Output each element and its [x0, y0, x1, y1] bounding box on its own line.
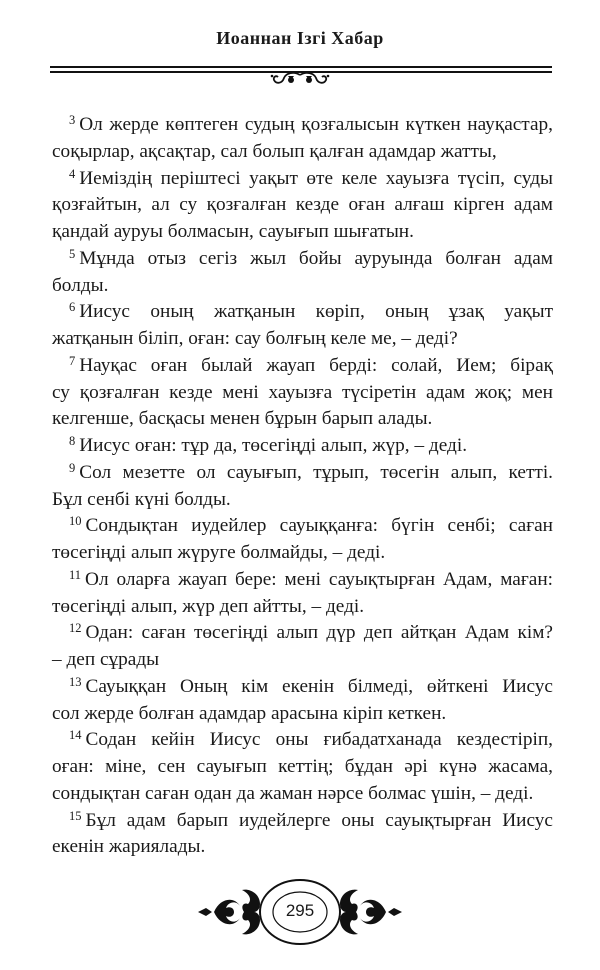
verse — [52, 112, 553, 166]
verse-text: соқырлар, ақсақтар, сал болып қалған адамдар жатты, — [52, 140, 497, 162]
verse-number: 8 — [69, 434, 76, 448]
verse — [52, 620, 553, 674]
verse-text: Науқас оған былай жауап берді: солай, Ием; бірақ — [79, 354, 553, 376]
verse-line — [52, 620, 553, 647]
verse-line — [52, 754, 553, 781]
verse-number: 12 — [69, 621, 82, 636]
verse-text: Сауыққан Оның кім екенін білмеді, өйткені Иисус — [85, 675, 553, 697]
verse-text: Иисус оның жатқанын көріп, оның ұзақ уақыт — [79, 301, 553, 323]
verse — [52, 433, 553, 460]
verse — [52, 166, 553, 246]
page-number: 295 — [285, 901, 315, 920]
verse-line — [52, 513, 553, 540]
verse-text: Одан: саған төсегіңді алып дүр деп айтқан Адам кім? — [85, 622, 553, 644]
verse-number: 13 — [69, 674, 82, 689]
verse-text: су қозғалған кезде мені хауызға түсіретін адам жоқ; мен — [52, 381, 553, 403]
verse-text: төсегіңді алып жүруге болмайды, – деді. — [52, 542, 386, 563]
verse-number: 9 — [69, 460, 76, 475]
verse-number: 14 — [69, 728, 82, 743]
verse-line — [52, 433, 553, 460]
verse-number: 4 — [69, 166, 76, 181]
verse-number: 6 — [69, 300, 76, 315]
verse-line — [52, 112, 553, 139]
header-ornament-icon — [268, 72, 332, 86]
verse-line — [52, 166, 553, 193]
verse-text: екенін жариялады. — [52, 836, 206, 858]
verse-line — [52, 460, 553, 487]
verse-line — [52, 380, 553, 407]
verse-line — [52, 299, 553, 326]
verse-number: 5 — [69, 246, 76, 261]
verse-line — [52, 540, 553, 567]
verse-line — [52, 273, 553, 300]
chapter-text — [52, 112, 553, 861]
verse-number: 10 — [69, 514, 82, 529]
verse-line — [52, 674, 553, 701]
verse-text: Иеміздің періштесі уақыт өте келе хауызға түсіп, суды — [79, 167, 553, 189]
verse-line — [52, 727, 553, 754]
verse-line — [52, 647, 553, 674]
verse-text: Бұл адам барып иудейлерге оны сауықтырған Иисус — [85, 809, 553, 831]
verse — [52, 299, 553, 353]
verse-text: Иисус оған: тұр да, төсегіңді алып, жүр, – деді. — [79, 435, 468, 456]
verse-text: Сондықтан иудейлер сауыққанға: бүгін сенбі; саған — [85, 515, 553, 537]
verse-number: 11 — [69, 567, 82, 582]
verse-line — [52, 594, 553, 621]
verse-text: Ол жерде көптеген судың қозғалысын күткен науқастар, — [79, 114, 553, 135]
verse-text: Мұнда отыз сегіз жыл бойы ауруында болған адам — [79, 247, 553, 269]
verse-line — [52, 808, 553, 835]
verse-text: оған: міне, сен сауығып кеттің; бұдан әрі күнә жасама, — [52, 756, 553, 777]
verse — [52, 674, 553, 728]
verse-text: Содан кейін Иисус оны ғибадатханада кездестіріп, — [85, 729, 553, 751]
verse-text: – деп сұрады — [52, 649, 160, 670]
verse — [52, 246, 553, 300]
verse-text: сол жерде болған адамдар арасына кіріп кеткен. — [52, 702, 447, 724]
verse-text: сондықтан саған одан да жаман нәрсе болмас үшін, – деді. — [52, 782, 534, 804]
running-header-title: Иоаннан Ізгі Хабар — [216, 28, 384, 48]
verse-line — [52, 139, 553, 166]
verse — [52, 460, 553, 514]
verse-line — [52, 192, 553, 219]
verse — [52, 808, 553, 862]
verse-text: Сол мезетте ол сауығып, тұрып, төсегін алып, кетті. — [79, 461, 553, 483]
verse-number: 15 — [69, 808, 82, 823]
header-rule-thick — [50, 66, 552, 68]
verse-line — [52, 781, 553, 808]
verse-line — [52, 487, 553, 514]
verse-line — [52, 567, 553, 594]
verse — [52, 727, 553, 807]
verse-line — [52, 353, 553, 380]
verse-number: 7 — [69, 353, 76, 368]
verse-line — [52, 326, 553, 353]
verse-text: қандай ауруы болмасын, сауығып шығатын. — [52, 221, 414, 242]
verse — [52, 567, 553, 621]
verse-line — [52, 834, 553, 861]
verse-text: қозғайтын, ал су қозғалған кезде оған алғаш кірген адам — [52, 194, 553, 216]
page-footer — [190, 876, 410, 950]
verse-text: Бұл сенбі күні болды. — [52, 488, 231, 510]
verse — [52, 513, 553, 567]
verse-text: төсегіңді алып, жүр деп айтты, – деді. — [52, 595, 365, 617]
verse-number: 3 — [69, 113, 76, 127]
verse-line — [52, 701, 553, 728]
verse-text: Ол оларға жауап бере: мені сауықтырған Адам, маған: — [85, 568, 553, 590]
verse-text: келгенше, басқасы менен бұрын барып алады. — [52, 408, 433, 430]
verse — [52, 353, 553, 433]
verse-line — [52, 406, 553, 433]
verse-text: жатқанын біліп, оған: сау болғың келе ме, – деді? — [52, 328, 458, 349]
verse-line — [52, 246, 553, 273]
verse-line — [52, 219, 553, 246]
verse-text: болды. — [52, 274, 109, 296]
